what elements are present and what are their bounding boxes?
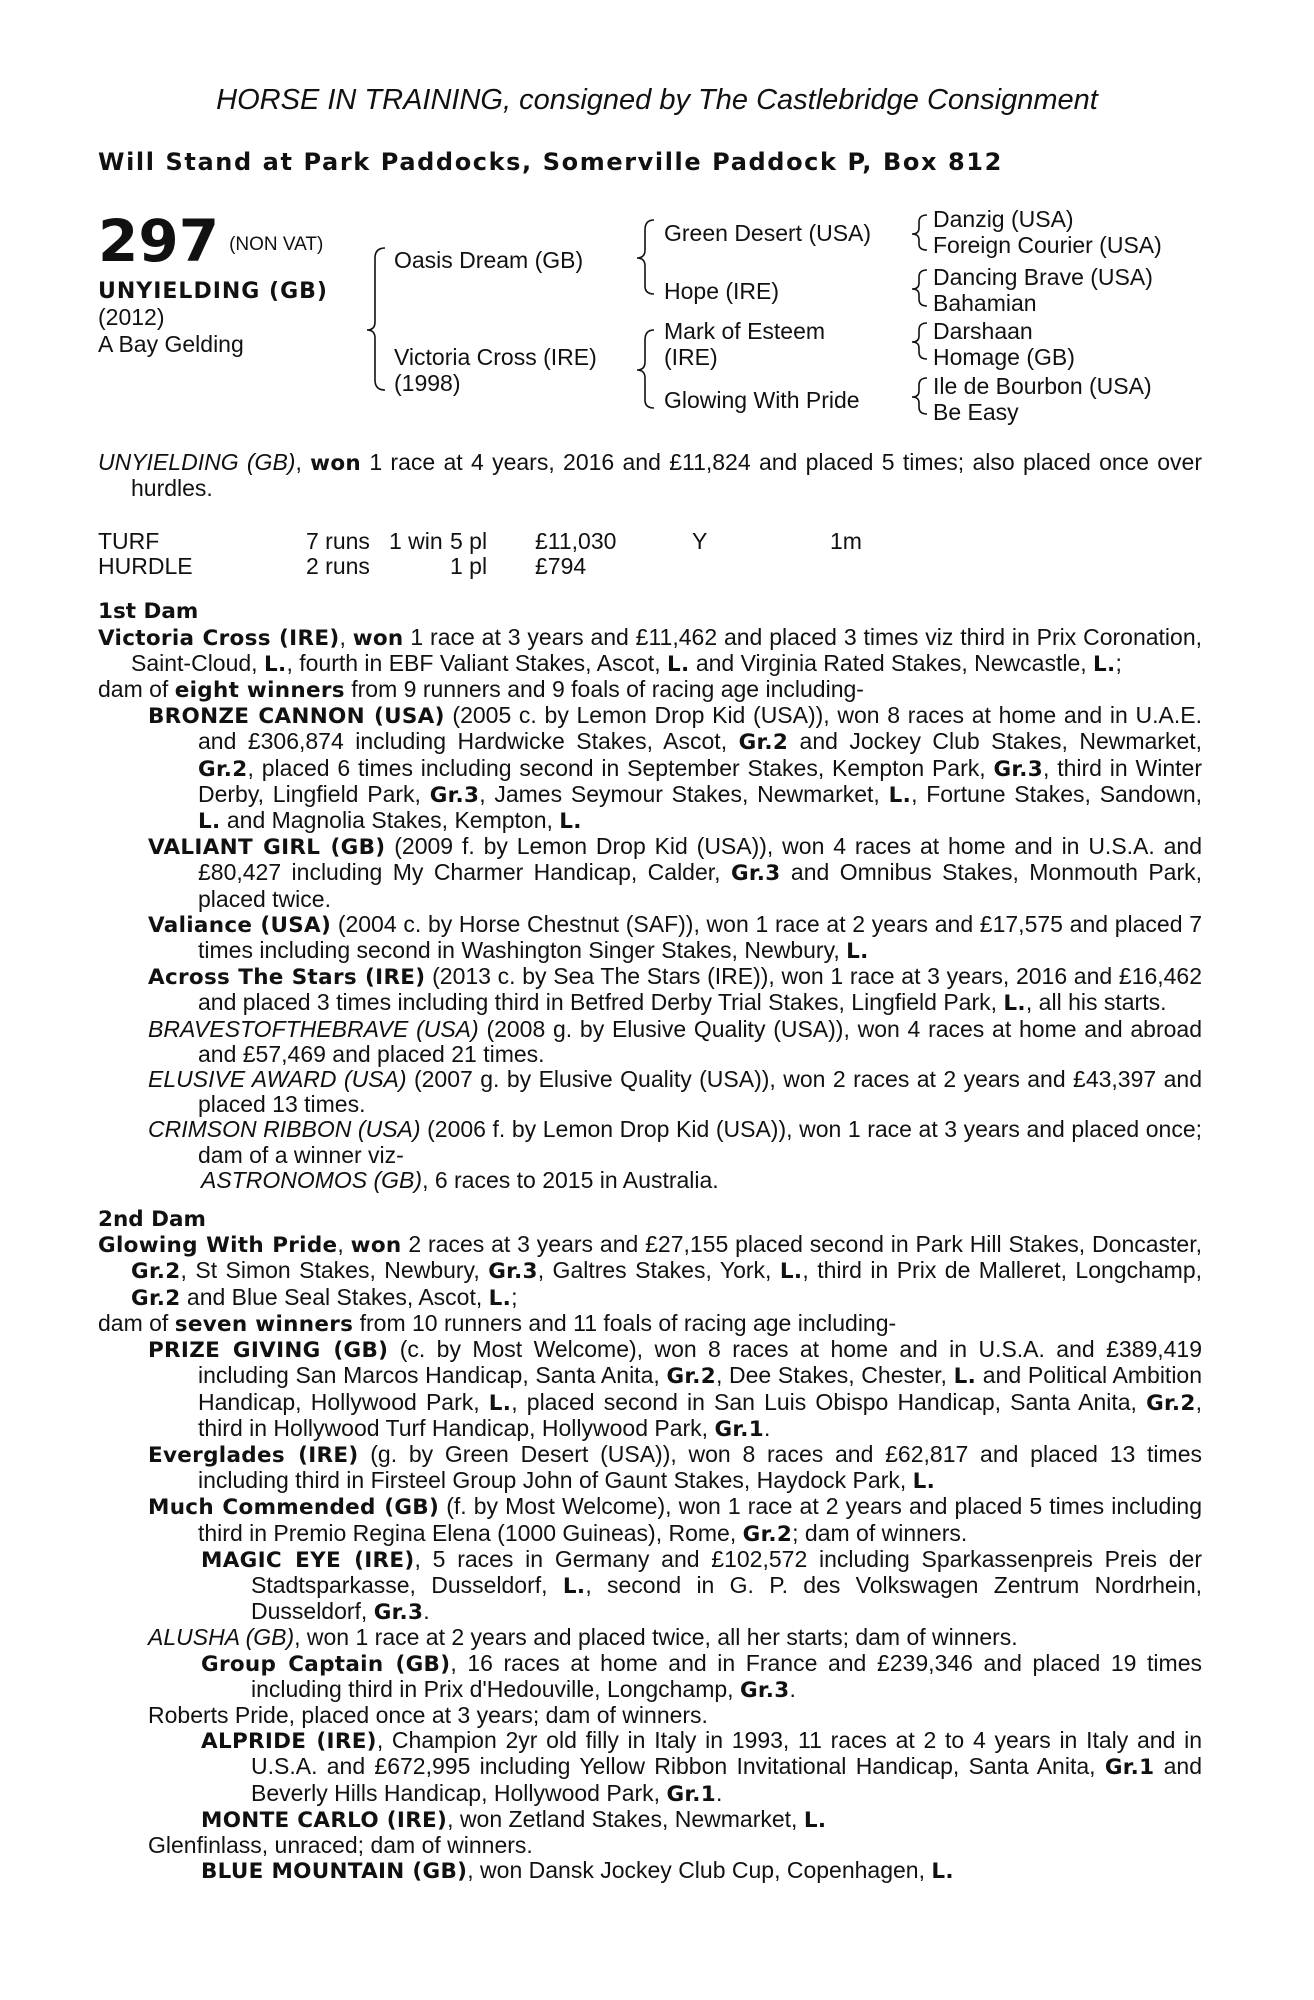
pedigree-sire: Oasis Dream (GB) (394, 247, 584, 273)
bracket-sd (912, 270, 927, 306)
lot-number-value: 297 (98, 207, 220, 275)
pedigree-dam-sire-line1: Mark of Esteem (664, 318, 826, 344)
pedigree-ssd: Foreign Courier (USA) (933, 232, 1162, 258)
produce-alpride: ALPRIDE (IRE), Champion 2yr old filly in Italy in 1993, 11 races at 2 to 4 years in Italy and in U.S.A. and £672,995 including Yellow Ribbon Invitational Handicap, Santa Anita, Gr.1 and Beverly Hills Handicap, Hollywood Park, Gr.1. (201, 1727, 1202, 1807)
produce-prize-giving: PRIZE GIVING (GB) (c. by Most Welcome), won 8 races at home and in U.S.A. and £389,419 including San Marcos Handicap, Santa Anita, Gr.2, Dee Stakes, Chester, L. and Political Ambition Handicap, Hollywood Park, L., placed second in San Luis Obispo Handicap, Santa Anita, Gr.2, third in Hollywood Turf Handicap, Hollywood Park, Gr.1. (148, 1336, 1203, 1442)
stand-location: Will Stand at Park Paddocks, Somerville Paddock P, Box 812 (98, 148, 1003, 176)
produce-much-commended: Much Commended (GB) (f. by Most Welcome), won 1 race at 2 years and placed 5 times including third in Premio Regina Elena (1000 Guineas), Rome, Gr.2; dam of winners. (148, 1493, 1203, 1547)
produce-elusive-award: ELUSIVE AWARD (USA) (2007 g. by Elusive Quality (USA)), won 2 races at 2 years and £43,397 and placed 13 times. (148, 1066, 1202, 1118)
pedigree-sire-dam: Hope (IRE) (664, 278, 780, 304)
first-dam-heading: 1st Dam (98, 599, 199, 625)
pedigree-sdd: Bahamian (933, 290, 1037, 316)
horse-name: UNYIELDING (GB) (98, 279, 328, 304)
record-row-turf: TURF 7 runs 1 win 5 pl £11,030 Y 1m (98, 528, 862, 555)
produce-everglades: Everglades (IRE) (g. by Green Desert (USA)), won 8 races and £62,817 and placed 13 times including third in Firsteel Group John of Gaunt Stakes, Haydock Park, L. (148, 1440, 1202, 1495)
pedigree-dam-line2: (1998) (394, 370, 461, 396)
second-dam-produce: dam of seven winners from 10 runners and 11 foals of racing age including- (98, 1309, 897, 1337)
first-dam-produce: dam of eight winners from 9 runners and 9 foals of racing age including- (98, 676, 864, 704)
produce-glenfinlass: Glenfinlass, unraced; dam of winners. (148, 1831, 533, 1858)
produce-bronze-cannon: BRONZE CANNON (USA) (2005 c. by Lemon Drop Kid (USA)), won 8 races at home and in U.A.E. and £306,874 including Hardwicke Stakes, Ascot, Gr.2 and Jockey Club Stakes, Newmarket, Gr.2, placed 6 times including second in September Stakes, Kempton Park, Gr.3, third in Winter Derby, Lingfield Park, Gr.3, James Seymour Stakes, Newmarket, L., Fortune Stakes, Sandown, L. and Magnolia Stakes, Kempton, L. (148, 702, 1203, 835)
summary-horse-name: UNYIELDING (GB) (98, 449, 296, 475)
produce-valiant-girl: VALIANT GIRL (GB) (2009 f. by Lemon Drop Kid (USA)), won 4 races at home and in U.S.A. and £80,427 including My Charmer Handicap, Calder, Gr.3 and Omnibus Stakes, Monmouth Park, placed twice. (148, 833, 1203, 912)
bracket-parents (367, 248, 385, 390)
produce-group-captain: Group Captain (GB), 16 races at home and in France and £239,346 and placed 19 times including third in Prix d'Hedouville, Longchamp, Gr.3. (201, 1649, 1202, 1703)
pedigree-sire-sire: Green Desert (USA) (664, 220, 872, 246)
record-row-hurdle: HURDLE 2 runs 1 pl £794 (98, 553, 587, 580)
bracket-sire-parents (637, 220, 654, 294)
produce-roberts-pride: Roberts Pride, placed once at 3 years; dam of winners. (148, 1701, 708, 1728)
bracket-ss (912, 215, 927, 250)
produce-bravestofthebrave: BRAVESTOFTHEBRAVE (USA) (2008 g. by Elusive Quality (USA)), won 4 races at home and abroad and £57,469 and placed 21 times. (148, 1015, 1202, 1067)
pedigree-sds: Dancing Brave (USA) (933, 264, 1153, 290)
produce-monte-carlo: MONTE CARLO (IRE), won Zetland Stakes, Newmarket, L. (201, 1805, 827, 1833)
pedigree-sss: Danzig (USA) (933, 206, 1074, 232)
produce-across-the-stars: Across The Stars (IRE) (2013 c. by Sea The Stars (IRE)), won 1 race at 3 years, 2016 and £16,462 and placed 3 times including third in Betfred Derby Trial Stakes, Lingfield Park, L., all his starts. (148, 963, 1203, 1017)
foaling-year: (2012) (98, 304, 165, 330)
bracket-dd (912, 378, 927, 414)
horse-description: A Bay Gelding (98, 331, 244, 357)
pedigree-dam-line1: Victoria Cross (IRE) (394, 344, 597, 370)
produce-crimson-ribbon: CRIMSON RIBBON (USA) (2006 f. by Lemon Drop Kid (USA)), won 1 race at 3 years and placed once; dam of a winner viz- (148, 1116, 1203, 1168)
vat-status: (NON VAT) (229, 233, 324, 255)
catalogue-header: HORSE IN TRAINING, consigned by The Castlebridge Consignment (216, 84, 1098, 116)
race-record-table (98, 529, 862, 579)
produce-astronomos: ASTRONOMOS (GB), 6 races to 2015 in Australia. (201, 1166, 719, 1193)
pedigree-ddd: Be Easy (933, 399, 1019, 425)
bracket-dam-parents (637, 330, 654, 408)
second-dam-heading: 2nd Dam (98, 1207, 206, 1233)
produce-blue-mountain: BLUE MOUNTAIN (GB), won Dansk Jockey Club Cup, Copenhagen, L. (201, 1857, 954, 1885)
bracket-ds (912, 323, 927, 359)
pedigree-dam-dam: Glowing With Pride (664, 387, 860, 413)
produce-alusha: ALUSHA (GB), won 1 race at 2 years and placed twice, all her starts; dam of winners. (148, 1624, 1018, 1651)
produce-valiance: Valiance (USA) (2004 c. by Horse Chestnut (SAF)), won 1 race at 2 years and £17,575 and placed 7 times including second in Washington Singer Stakes, Newbury, L. (148, 910, 1203, 965)
produce-magic-eye: MAGIC EYE (IRE), 5 races in Germany and £102,572 including Sparkassenpreis Preis der Stadtsparkasse, Dusseldorf, L., second in G. P. des Volkswagen Zentrum Nordrhein, Dusseldorf, Gr.3. (201, 1545, 1203, 1626)
race-summary: UNYIELDING (GB), won 1 race at 4 years, 2016 and £11,824 and placed 5 times; also placed once over hurdles. (98, 449, 1203, 502)
catalogue-body (98, 450, 1202, 1884)
first-dam-record: Victoria Cross (IRE), won 1 race at 3 years and £11,462 and placed 3 times viz third in Prix Coronation, Saint-Cloud, L., fourth in EBF Valiant Stakes, Ascot, L. and Virginia Rated Stakes, Newcastle, L.; (98, 623, 1202, 677)
pedigree-dsd: Homage (GB) (933, 344, 1075, 370)
pedigree-dss: Darshaan (933, 318, 1033, 344)
pedigree-dam-sire-line2: (IRE) (664, 344, 718, 370)
pedigree-dds: Ile de Bourbon (USA) (933, 373, 1152, 399)
second-dam-record: Glowing With Pride, won 2 races at 3 years and £27,155 placed second in Park Hill Stakes, Doncaster, Gr.2, St Simon Stakes, Newbury, Gr.3, Galtres Stakes, York, L., third in Prix de Malleret, Longchamp, Gr.2 and Blue Seal Stakes, Ascot, L.; (98, 1231, 1203, 1311)
